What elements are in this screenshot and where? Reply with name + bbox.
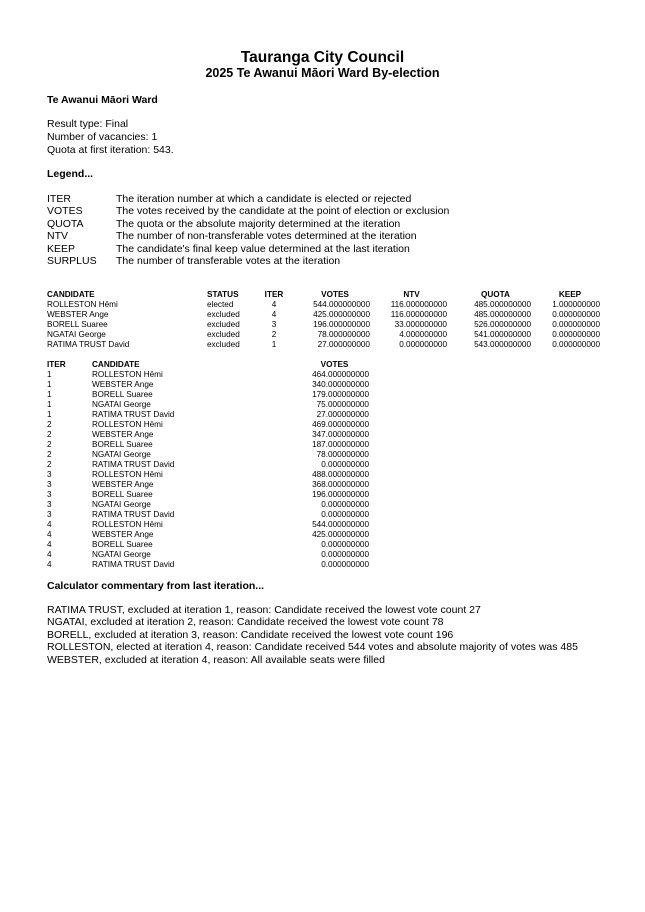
summary-cell-votes: 425.000000000 [313,310,370,319]
summary-cell-votes: 78.000000000 [317,330,370,339]
iter-cell-iter: 2 [47,460,52,469]
iter-cell-candidate: WEBSTER Ange [92,480,154,489]
summary-cell-quota: 541.000000000 [474,330,531,339]
iter-cell-candidate: NGATAI George [92,500,151,509]
summary-cell-iter: 1 [271,340,277,349]
iter-cell-candidate: RATIMA TRUST David [92,510,175,519]
iter-cell-iter: 2 [47,420,52,429]
summary-cell-votes: 196.000000000 [313,320,370,329]
iter-cell-iter: 3 [47,480,52,489]
iter-cell-candidate: WEBSTER Ange [92,380,154,389]
iter-cell-votes: 179.000000000 [312,390,369,399]
legend-desc: The number of transferable votes at the iteration [116,255,341,267]
iter-cell-iter: 3 [47,490,52,499]
iter-cell-votes: 488.000000000 [312,470,369,479]
summary-cell-quota: 543.000000000 [474,340,531,349]
iter-cell-candidate: BORELL Suaree [92,440,153,449]
iter-cell-iter: 4 [47,540,52,549]
summary-cell-status: excluded [207,310,240,319]
summary-cell-ntv: 0.000000000 [399,340,447,349]
column-header-quota: QUOTA [481,290,510,299]
summary-cell-quota: 526.000000000 [474,320,531,329]
iter-cell-iter: 4 [47,550,52,559]
iter-cell-votes: 0.000000000 [321,540,369,549]
summary-cell-candidate: BORELL Suaree [47,320,108,329]
iter-cell-iter: 1 [47,380,52,389]
iter-cell-candidate: WEBSTER Ange [92,530,154,539]
iter-cell-candidate: RATIMA TRUST David [92,410,175,419]
iter-cell-candidate: ROLLESTON Hēmi [92,420,163,429]
iter-cell-candidate: NGATAI George [92,550,151,559]
iter-header-votes: VOTES [320,360,349,369]
iter-cell-votes: 187.000000000 [312,440,369,449]
legend-key: ITER [47,193,71,205]
commentary-line: ROLLESTON, elected at iteration 4, reason: Candidate received 544 votes and absolute majority of votes was 485 [47,641,578,654]
iter-cell-votes: 347.000000000 [312,430,369,439]
iter-cell-votes: 75.000000000 [316,400,369,409]
commentary-line: BORELL, excluded at iteration 3, reason: Candidate received the lowest vote count 196 [47,628,454,641]
legend-key: KEEP [47,242,76,255]
column-header-keep: KEEP [558,290,582,299]
iter-cell-votes: 544.000000000 [312,520,369,529]
vacancies: Number of vacancies: 1 [47,131,158,143]
commentary-line: RATIMA TRUST, excluded at iteration 1, reason: Candidate received the lowest vote count 27 [47,604,481,616]
summary-cell-ntv: 116.000000000 [390,300,447,309]
iter-cell-candidate: BORELL Suaree [92,390,153,399]
iter-cell-iter: 2 [47,430,52,439]
summary-cell-keep: 0.000000000 [552,320,600,329]
legend-desc: The quota or the absolute majority determined at the iteration [116,217,401,230]
iter-cell-iter: 1 [47,390,52,399]
column-header-ntv: NTV [403,290,420,299]
legend-key: SURPLUS [47,255,97,267]
iter-cell-candidate: BORELL Suaree [92,540,153,549]
iter-cell-candidate: WEBSTER Ange [92,430,154,439]
iter-cell-iter: 1 [47,400,52,409]
legend-desc: The candidate's final keep value determined at the last iteration [116,242,410,255]
summary-cell-iter: 4 [271,300,277,309]
iter-cell-candidate: RATIMA TRUST David [92,560,175,569]
result-type: Result type: Final [47,118,129,130]
iter-cell-votes: 368.000000000 [312,480,369,489]
summary-cell-status: excluded [207,340,240,349]
iter-cell-iter: 3 [47,470,52,479]
iter-cell-votes: 469.000000000 [312,420,369,429]
quota-first-iteration: Quota at first iteration: 543. [47,144,174,156]
legend-key: QUOTA [47,217,84,230]
iter-cell-iter: 2 [47,450,52,459]
iter-cell-iter: 4 [47,560,52,569]
iter-cell-iter: 3 [47,500,52,509]
iter-cell-iter: 3 [47,510,52,519]
column-header-candidate: CANDIDATE [47,290,95,299]
summary-cell-quota: 485.000000000 [474,300,531,309]
summary-cell-votes: 27.000000000 [317,340,370,349]
summary-cell-ntv: 33.000000000 [394,320,447,329]
column-header-status: STATUS [207,290,239,299]
page-title: Tauranga City Council [240,49,405,66]
iter-cell-iter: 1 [47,410,52,419]
iter-cell-iter: 4 [47,520,52,529]
summary-cell-iter: 4 [271,310,277,319]
legend-key: NTV [47,230,68,243]
summary-cell-status: excluded [207,320,240,329]
summary-cell-ntv: 4.000000000 [399,330,447,339]
iter-cell-votes: 196.000000000 [312,490,369,499]
iter-cell-votes: 0.000000000 [321,550,369,559]
iter-cell-candidate: ROLLESTON Hēmi [92,470,163,479]
iter-cell-votes: 78.000000000 [316,450,369,459]
summary-cell-keep: 0.000000000 [552,330,600,339]
summary-cell-candidate: ROLLESTON Hēmi [47,300,118,309]
legend-key: VOTES [47,205,83,218]
iter-cell-iter: 1 [47,370,52,379]
summary-cell-keep: 0.000000000 [552,340,600,349]
commentary-heading: Calculator commentary from last iteration... [47,580,265,592]
iter-cell-candidate: RATIMA TRUST David [92,460,175,469]
iter-cell-votes: 425.000000000 [312,530,369,539]
iter-cell-votes: 27.000000000 [316,410,369,419]
iter-cell-votes: 0.000000000 [321,560,369,569]
iter-cell-iter: 2 [47,440,52,449]
iter-cell-candidate: ROLLESTON Hēmi [92,370,163,379]
summary-cell-votes: 544.000000000 [313,300,370,309]
summary-cell-quota: 485.000000000 [474,310,531,319]
iter-cell-candidate: NGATAI George [92,400,151,409]
summary-cell-ntv: 116.000000000 [390,310,447,319]
summary-cell-keep: 0.000000000 [552,310,600,319]
commentary-line: WEBSTER, excluded at iteration 4, reason: All available seats were filled [47,653,385,666]
legend-heading: Legend... [47,168,94,180]
iter-cell-votes: 0.000000000 [321,510,369,519]
iter-cell-votes: 0.000000000 [321,460,369,469]
iter-cell-candidate: ROLLESTON Hēmi [92,520,163,529]
legend-desc: The iteration number at which a candidate is elected or rejected [116,193,412,205]
summary-cell-candidate: WEBSTER Ange [47,310,109,319]
column-header-iter: ITER [264,290,284,299]
iter-cell-candidate: BORELL Suaree [92,490,153,499]
legend-desc: The number of non-transferable votes determined at the iteration [116,230,417,243]
summary-cell-status: elected [207,300,234,309]
iter-cell-iter: 4 [47,530,52,539]
summary-cell-status: excluded [207,330,240,339]
iter-cell-votes: 340.000000000 [312,380,369,389]
summary-cell-candidate: RATIMA TRUST David [47,340,130,349]
page-subtitle: 2025 Te Awanui Māori Ward By-election [205,66,440,80]
summary-cell-iter: 3 [271,320,277,329]
summary-cell-keep: 1.000000000 [552,300,600,309]
column-header-votes: VOTES [321,290,349,299]
commentary-line: NGATAI, excluded at iteration 2, reason: Candidate received the lowest vote count 78 [47,616,444,629]
iter-header-candidate: CANDIDATE [92,360,140,369]
iter-cell-votes: 464.000000000 [312,370,369,379]
legend-desc: The votes received by the candidate at the point of election or exclusion [116,205,450,218]
summary-cell-candidate: NGATAI George [47,330,106,339]
summary-cell-iter: 2 [271,330,277,339]
iter-header-iter: ITER [47,360,66,369]
ward-heading: Te Awanui Māori Ward [47,94,158,106]
iter-cell-candidate: NGATAI George [92,450,151,459]
iter-cell-votes: 0.000000000 [321,500,369,509]
